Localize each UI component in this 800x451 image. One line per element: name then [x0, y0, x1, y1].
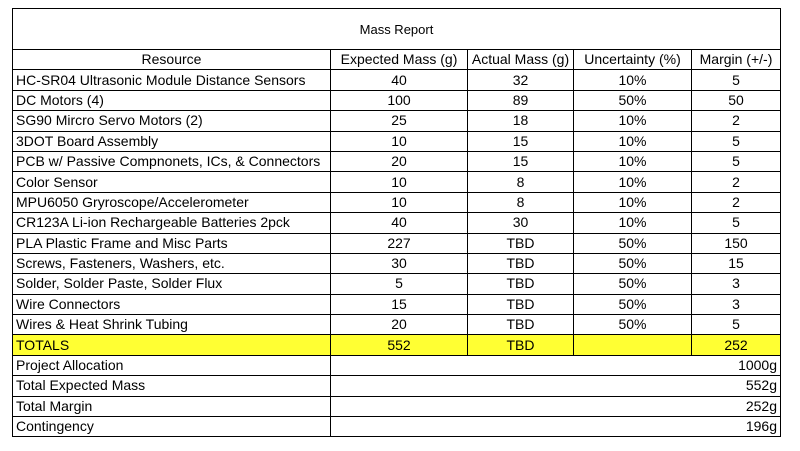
uncertainty-cell: 50%: [574, 233, 692, 253]
resource-cell: MPU6050 Gryroscope/Accelerometer: [13, 192, 331, 212]
table-row: [13, 294, 781, 314]
margin-cell: 2: [692, 111, 781, 131]
margin-cell: 2: [692, 192, 781, 212]
summary-label: Total Margin: [13, 396, 331, 416]
actual-mass-cell: TBD: [468, 315, 574, 335]
resource-cell: Wire Connectors: [13, 294, 331, 314]
expected-mass-cell: 20: [331, 151, 468, 171]
summary-value: 252g: [331, 396, 781, 416]
summary-row: [13, 396, 781, 416]
table-row: [13, 131, 781, 151]
title-row: [13, 9, 781, 50]
margin-cell: 15: [692, 253, 781, 273]
uncertainty-cell: 10%: [574, 131, 692, 151]
header-row: [13, 50, 781, 70]
uncertainty-cell: 50%: [574, 90, 692, 110]
resource-cell: HC-SR04 Ultrasonic Module Distance Sensors: [13, 70, 331, 90]
resource-cell: Screws, Fasteners, Washers, etc.: [13, 253, 331, 273]
actual-mass-cell: 89: [468, 90, 574, 110]
totals-margin: 252: [692, 335, 781, 355]
expected-mass-cell: 100: [331, 90, 468, 110]
expected-mass-cell: 20: [331, 315, 468, 335]
expected-mass-cell: 10: [331, 192, 468, 212]
header-uncertainty: Uncertainty (%): [574, 50, 692, 70]
totals-uncertainty: [574, 335, 692, 355]
uncertainty-cell: 10%: [574, 172, 692, 192]
uncertainty-cell: 10%: [574, 70, 692, 90]
resource-cell: SG90 Mircro Servo Motors (2): [13, 111, 331, 131]
margin-cell: 5: [692, 70, 781, 90]
totals-actual-mass: TBD: [468, 335, 574, 355]
summary-row: [13, 376, 781, 396]
summary-label: Project Allocation: [13, 355, 331, 375]
table-row: [13, 192, 781, 212]
expected-mass-cell: 40: [331, 70, 468, 90]
margin-cell: 5: [692, 151, 781, 171]
table-row: [13, 70, 781, 90]
mass-report: [12, 8, 781, 437]
resource-cell: Wires & Heat Shrink Tubing: [13, 315, 331, 335]
actual-mass-cell: 8: [468, 172, 574, 192]
uncertainty-cell: 50%: [574, 294, 692, 314]
table-row: [13, 151, 781, 171]
margin-cell: 3: [692, 274, 781, 294]
uncertainty-cell: 10%: [574, 192, 692, 212]
margin-cell: 5: [692, 315, 781, 335]
actual-mass-cell: TBD: [468, 233, 574, 253]
uncertainty-cell: 10%: [574, 111, 692, 131]
resource-cell: DC Motors (4): [13, 90, 331, 110]
uncertainty-cell: 50%: [574, 315, 692, 335]
resource-cell: Solder, Solder Paste, Solder Flux: [13, 274, 331, 294]
margin-cell: 5: [692, 131, 781, 151]
actual-mass-cell: 8: [468, 192, 574, 212]
resource-cell: 3DOT Board Assembly: [13, 131, 331, 151]
table-row: [13, 213, 781, 233]
resource-cell: PCB w/ Passive Compnonets, ICs, & Connectors: [13, 151, 331, 171]
margin-cell: 50: [692, 90, 781, 110]
actual-mass-cell: 15: [468, 131, 574, 151]
totals-expected-mass: 552: [331, 335, 468, 355]
summary-row: [13, 417, 781, 437]
expected-mass-cell: 15: [331, 294, 468, 314]
uncertainty-cell: 50%: [574, 253, 692, 273]
summary-label: Contingency: [13, 417, 331, 437]
resource-cell: CR123A Li-ion Rechargeable Batteries 2pck: [13, 213, 331, 233]
expected-mass-cell: 10: [331, 172, 468, 192]
header-expected-mass: Expected Mass (g): [331, 50, 468, 70]
mass-report-table: [12, 8, 781, 437]
table-row: [13, 274, 781, 294]
report-title: Mass Report: [13, 9, 781, 50]
summary-value: 552g: [331, 376, 781, 396]
margin-cell: 3: [692, 294, 781, 314]
uncertainty-cell: 10%: [574, 213, 692, 233]
resource-cell: Color Sensor: [13, 172, 331, 192]
table-row: [13, 90, 781, 110]
actual-mass-cell: TBD: [468, 253, 574, 273]
header-margin: Margin (+/-): [692, 50, 781, 70]
actual-mass-cell: 30: [468, 213, 574, 233]
expected-mass-cell: 25: [331, 111, 468, 131]
totals-label: TOTALS: [13, 335, 331, 355]
expected-mass-cell: 227: [331, 233, 468, 253]
expected-mass-cell: 5: [331, 274, 468, 294]
table-row: [13, 172, 781, 192]
header-actual-mass: Actual Mass (g): [468, 50, 574, 70]
actual-mass-cell: 18: [468, 111, 574, 131]
actual-mass-cell: TBD: [468, 274, 574, 294]
actual-mass-cell: 32: [468, 70, 574, 90]
summary-value: 1000g: [331, 355, 781, 375]
margin-cell: 150: [692, 233, 781, 253]
header-resource: Resource: [13, 50, 331, 70]
table-row: [13, 111, 781, 131]
uncertainty-cell: 10%: [574, 151, 692, 171]
table-row: [13, 233, 781, 253]
expected-mass-cell: 40: [331, 213, 468, 233]
actual-mass-cell: TBD: [468, 294, 574, 314]
resource-cell: PLA Plastic Frame and Misc Parts: [13, 233, 331, 253]
expected-mass-cell: 30: [331, 253, 468, 273]
margin-cell: 5: [692, 213, 781, 233]
summary-value: 196g: [331, 417, 781, 437]
summary-label: Total Expected Mass: [13, 376, 331, 396]
table-row: [13, 253, 781, 273]
actual-mass-cell: 15: [468, 151, 574, 171]
expected-mass-cell: 10: [331, 131, 468, 151]
table-row: [13, 315, 781, 335]
totals-row: [13, 335, 781, 355]
summary-row: [13, 355, 781, 375]
margin-cell: 2: [692, 172, 781, 192]
uncertainty-cell: 50%: [574, 274, 692, 294]
